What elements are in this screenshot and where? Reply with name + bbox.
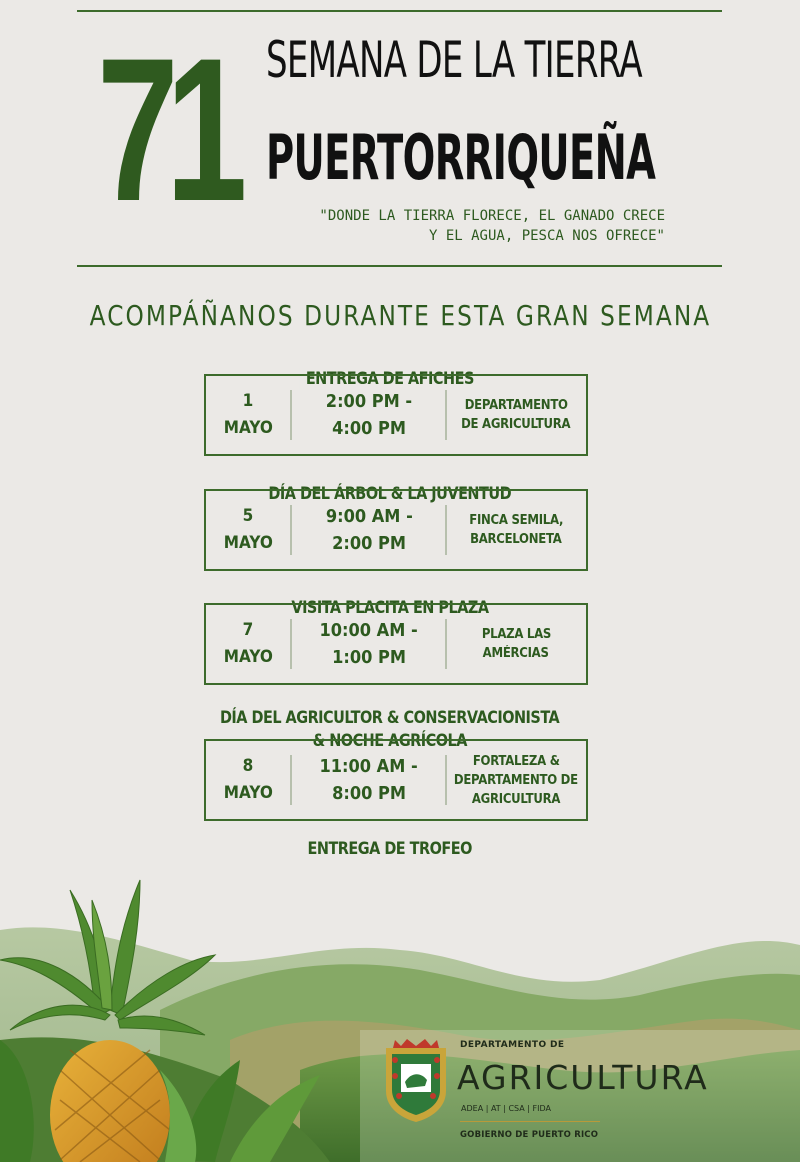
event-card bbox=[204, 489, 588, 571]
event-title: VISITA PLACITA EN PLAZA bbox=[0, 597, 780, 619]
motto bbox=[285, 206, 665, 246]
logo-rule bbox=[460, 1121, 600, 1122]
invitation-text: ACOMPÁÑANOS DURANTE ESTA GRAN SEMANA bbox=[89, 299, 711, 332]
motto-line1: "DONDE LA TIERRA FLORECE, EL GANADO CRECE bbox=[319, 208, 665, 224]
header-divider bbox=[77, 265, 722, 267]
event-time: 10:00 AM - 1:00 PM bbox=[319, 620, 419, 668]
edition-number: 71 bbox=[97, 16, 235, 244]
event-place: DEPARTAMENTO DE AGRICULTURA bbox=[461, 398, 571, 432]
event-title: ENTREGA DE TROFEO bbox=[0, 838, 780, 860]
event-title: ENTREGA DE AFICHES bbox=[0, 368, 780, 390]
title-line1: SEMANA DE LA TIERRA bbox=[266, 31, 642, 89]
event-date: 1 MAYO bbox=[223, 391, 273, 438]
invitation-heading bbox=[0, 296, 800, 336]
event-time: 9:00 AM - 2:00 PM bbox=[325, 506, 413, 554]
event-date: 8 MAYO bbox=[223, 756, 273, 803]
event-date: 7 MAYO bbox=[223, 620, 273, 667]
event-time: 2:00 PM - 4:00 PM bbox=[325, 391, 413, 439]
title-line2: PUERTORRIQUEÑA bbox=[266, 121, 656, 194]
motto-line2: Y EL AGUA, PESCA NOS OFRECE" bbox=[428, 228, 665, 244]
event-place: PLAZA LAS AMÉRCIAS bbox=[481, 627, 551, 661]
event-title: DÍA DEL ÁRBOL & LA JUVENTUD bbox=[0, 483, 780, 505]
event-title: DÍA DEL AGRICULTOR & CONSERVACIONISTA bbox=[0, 707, 780, 729]
logo-dept-label: DEPARTAMENTO DE bbox=[460, 1040, 565, 1050]
event-title-line2: & NOCHE AGRÍCOLA bbox=[0, 730, 780, 752]
event-place: FINCA SEMILA, BARCELONETA bbox=[469, 513, 563, 547]
event-place: FORTALEZA & DEPARTAMENTO DE AGRICULTURA bbox=[454, 753, 578, 807]
event-card bbox=[204, 374, 588, 456]
coat-of-arms-icon bbox=[381, 1036, 451, 1124]
logo-agencies: ADEA | AT | CSA | FIDA bbox=[461, 1104, 551, 1113]
event-card bbox=[204, 603, 588, 685]
logo-government: GOBIERNO DE PUERTO RICO bbox=[460, 1130, 599, 1140]
event-date: 5 MAYO bbox=[223, 506, 273, 553]
top-divider bbox=[77, 10, 722, 12]
event-card bbox=[204, 739, 588, 821]
logo-name: AGRICULTURA bbox=[457, 1058, 709, 1097]
event-time: 11:00 AM - 8:00 PM bbox=[319, 756, 419, 804]
